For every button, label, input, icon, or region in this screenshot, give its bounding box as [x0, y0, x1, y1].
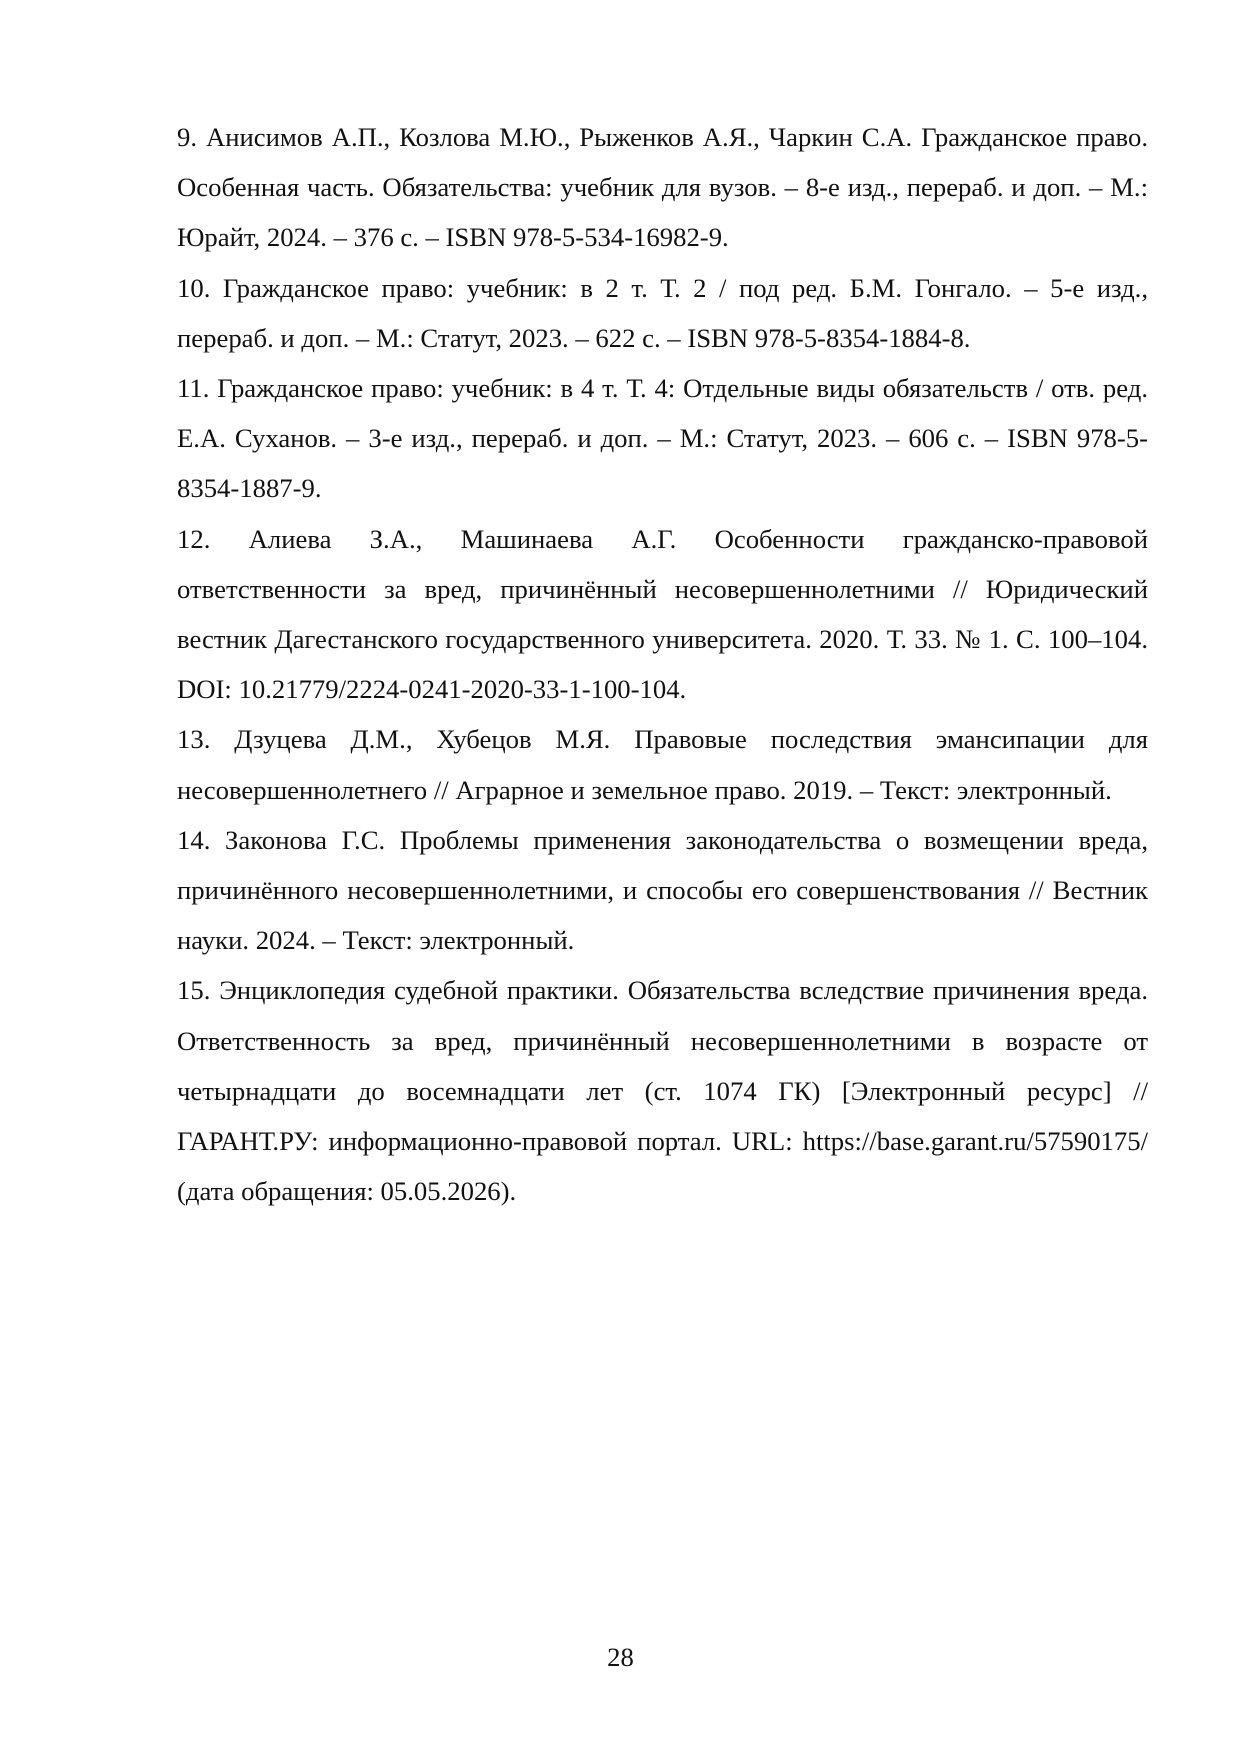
- reference-list: [177, 112, 1148, 1216]
- reference-item-11: 11. Гражданское право: учебник: в 4 т. Т. 4: Отдельные виды обязательств / отв. ред. Е.А. Суханов. – 3-е изд., перераб. и доп. – М.: Статут, 2023. – 606 с. – ISBN 978-5-8354-1887-9.: [177, 373, 1148, 504]
- reference-item-13: 13. Дзуцева Д.М., Хубецов М.Я. Правовые последствия эмансипации для несовершеннолетнего // Аграрное и земельное право. 2019. – Текст: электронный.: [177, 724, 1148, 805]
- reference-item-15: 15. Энциклопедия судебной практики. Обязательства вследствие причинения вреда. Ответственность за вред, причинённый несовершеннолетними в возрасте от четырнадцати до восемнадцати лет (ст. 1074 ГК) [Электронный ресурс] // ГАРАНТ.РУ: информационно-правовой портал. URL: https://base.garant.ru/57590175/ (дата обращения: 05.05.2026).: [177, 975, 1148, 1207]
- page-number: 28: [607, 1642, 634, 1672]
- reference-item-12: 12. Алиева З.А., Машинаева А.Г. Особенности гражданско-правовой ответственности за вред, причинённый несовершеннолетними // Юридический вестник Дагестанского государственного университета. 2020. Т. 33. № 1. С. 100–104. DOI: 10.21779/2224-0241-2020-33-1-100-104.: [177, 523, 1148, 705]
- reference-item-14: 14. Законова Г.С. Проблемы применения законодательства о возмещении вреда, причинённого несовершеннолетними, и способы его совершенствования // Вестник науки. 2024. – Текст: электронный.: [177, 824, 1148, 956]
- reference-item-10: 10. Гражданское право: учебник: в 2 т. Т. 2 / под ред. Б.М. Гонгало. – 5-е изд., перераб. и доп. – М.: Статут, 2023. – 622 с. – ISBN 978-5-8354-1884-8.: [177, 272, 1148, 353]
- reference-item-9: 9. Анисимов А.П., Козлова М.Ю., Рыженков А.Я., Чаркин С.А. Гражданское право. Особенная часть. Обязательства: учебник для вузов. – 8-е изд., перераб. и доп. – М.: Юрайт, 2024. – 376 с. – ISBN 978-5-534-16982-9.: [177, 122, 1148, 253]
